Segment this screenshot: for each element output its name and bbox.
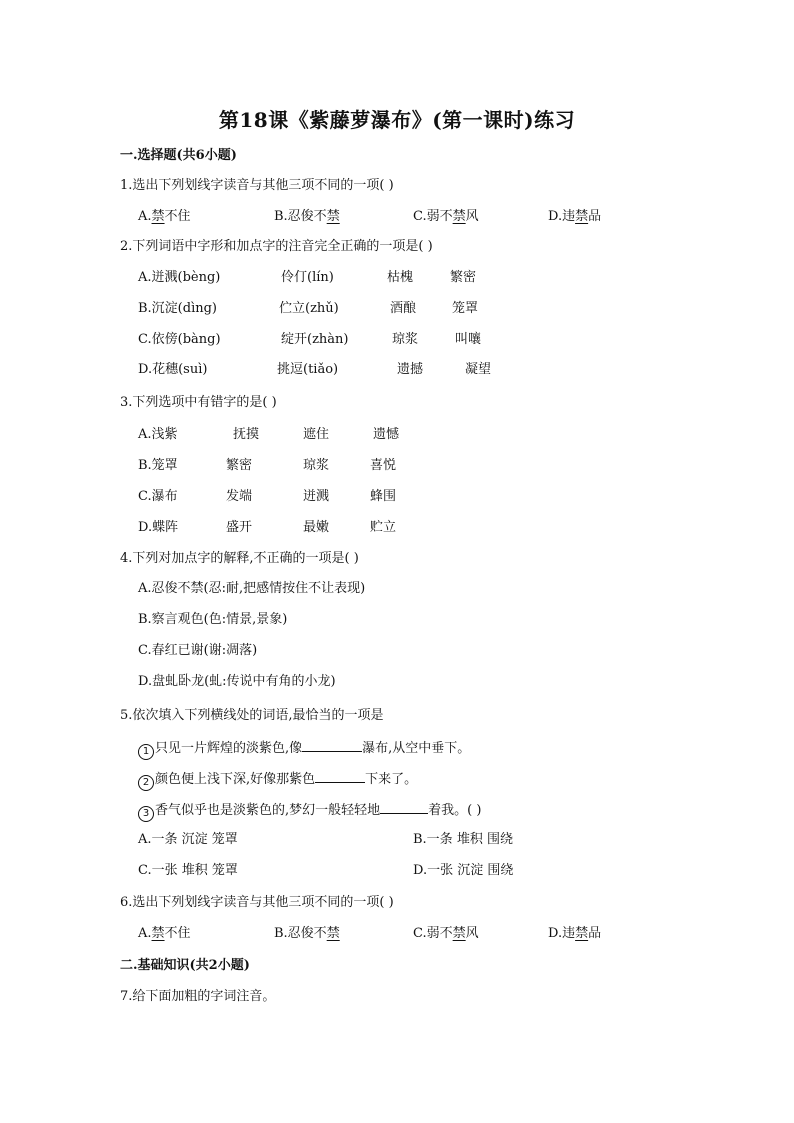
question-5-sentence-2: 2 颜色便上浅下深,好像那紫色 下来了。	[138, 770, 417, 791]
option-d: D.违禁品	[548, 209, 602, 224]
option-b: B.一条 堆积 围绕	[413, 832, 513, 847]
option-c: C.一张 堆积 笼罩	[138, 863, 238, 878]
question-2-option-c: C.依傍(bàng) 绽开(zhàn) 琼浆 叫嚷	[138, 332, 482, 347]
question-3-option-a: A.浅紫 抚摸 遮住 遗憾	[138, 427, 400, 442]
question-3-option-c: C.瀑布 发端 迸溅 蜂围	[138, 489, 397, 504]
question-5-sentence-3: 3 香气似乎也是淡紫色的,梦幻一般轻轻地 着我。( )	[138, 801, 481, 822]
question-3-option-d: D.蝶阵 盛开 最嫩 贮立	[138, 520, 397, 535]
question-4-option-b: B.察言观色(色:情景,景象)	[138, 612, 288, 627]
option-a: A.禁不住	[138, 926, 191, 941]
circled-number: 3	[138, 806, 154, 822]
question-3-stem: 3.下列选项中有错字的是( )	[120, 395, 277, 410]
option-b: B.忍俊不禁	[274, 209, 340, 224]
question-5-options-ab	[138, 832, 698, 848]
question-4-stem: 4.下列对加点字的解释,不正确的一项是( )	[120, 551, 359, 566]
question-2-option-b: B.沉淀(dìng) 伫立(zhǔ) 酒酿 笼罩	[138, 301, 479, 316]
section-heading-choice: 一.选择题(共6小题)	[120, 148, 237, 163]
page-title: 第18课《紫藤萝瀑布》(第一课时)练习	[218, 108, 576, 132]
option-d: D.一张 沉淀 围绕	[413, 863, 514, 878]
option-c: C.弱不禁风	[413, 209, 479, 224]
question-6-options	[138, 926, 698, 942]
question-7-stem: 7.给下面加粗的字词注音。	[120, 989, 276, 1004]
question-2-option-d: D.花穗(suì) 挑逗(tiǎo) 遗撼 凝望	[138, 362, 492, 377]
question-4-option-a: A.忍俊不禁(忍:耐,把感情按住不让表现)	[138, 581, 366, 596]
circled-number: 1	[138, 744, 154, 760]
section-heading-basic: 二.基础知识(共2小题)	[120, 958, 250, 973]
fill-blank	[315, 770, 365, 783]
question-3-option-b: B.笼罩 繁密 琼浆 喜悦	[138, 458, 397, 473]
fill-blank	[380, 801, 428, 814]
question-5-options-cd	[138, 863, 698, 879]
question-6-stem: 6.选出下列划线字读音与其他三项不同的一项( )	[120, 895, 394, 910]
question-5-stem: 5.依次填入下列横线处的词语,最恰当的一项是	[120, 708, 384, 723]
question-4-option-c: C.春红已谢(谢:凋落)	[138, 643, 258, 658]
question-2-stem: 2.下列词语中字形和加点字的注音完全正确的一项是( )	[120, 239, 433, 254]
question-4-option-d: D.盘虬卧龙(虬:传说中有角的小龙)	[138, 674, 336, 689]
circled-number: 2	[138, 775, 154, 791]
question-1-options	[138, 209, 698, 225]
option-d: D.违禁品	[548, 926, 602, 941]
question-1-stem: 1.选出下列划线字读音与其他三项不同的一项( )	[120, 178, 394, 193]
option-b: B.忍俊不禁	[274, 926, 340, 941]
option-a: A.一条 沉淀 笼罩	[138, 832, 238, 847]
question-5-sentence-1: 1 只见一片辉煌的淡紫色,像 瀑布,从空中垂下。	[138, 739, 470, 760]
option-c: C.弱不禁风	[413, 926, 479, 941]
fill-blank	[302, 739, 362, 752]
question-2-option-a: A.迸溅(bèng) 伶仃(lín) 枯槐 繁密	[138, 270, 477, 285]
option-a: A.禁不住	[138, 209, 191, 224]
